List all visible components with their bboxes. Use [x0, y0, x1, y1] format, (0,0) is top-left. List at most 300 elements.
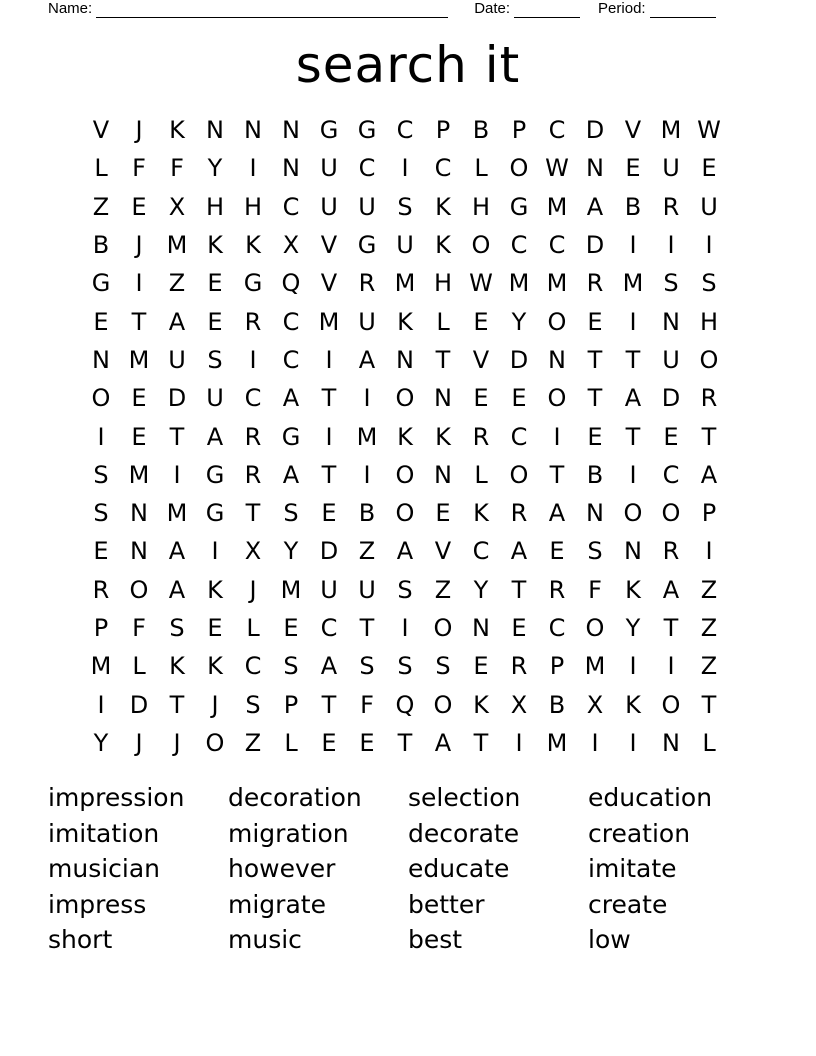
grid-letter[interactable]: R	[586, 269, 604, 298]
grid-letter[interactable]: B	[548, 690, 566, 719]
grid-letter[interactable]: J	[135, 231, 143, 260]
grid-letter[interactable]: L	[132, 652, 146, 681]
grid-letter[interactable]: K	[435, 231, 451, 260]
grid-letter[interactable]: T	[359, 614, 375, 642]
grid-letter[interactable]: K	[169, 652, 185, 681]
grid-letter[interactable]: F	[132, 614, 146, 642]
name-field[interactable]	[48, 0, 448, 18]
grid-letter[interactable]: U	[358, 307, 376, 336]
grid-letter[interactable]: T	[587, 384, 603, 413]
grid-letter[interactable]: U	[206, 384, 224, 413]
grid-letter[interactable]: M	[546, 192, 568, 221]
grid-letter[interactable]: E	[359, 728, 375, 757]
grid-letter[interactable]: L	[246, 614, 260, 642]
grid-letter[interactable]: N	[472, 614, 490, 642]
grid-letter[interactable]: O	[623, 499, 643, 528]
grid-letter[interactable]: J	[211, 690, 219, 719]
grid-letter[interactable]: I	[553, 422, 561, 451]
grid-letter[interactable]: D	[585, 116, 605, 145]
grid-letter[interactable]: Y	[473, 575, 489, 604]
period-blank-line[interactable]	[650, 3, 716, 18]
grid-letter[interactable]: K	[169, 116, 185, 145]
grid-letter[interactable]: I	[97, 422, 105, 451]
grid-letter[interactable]: I	[363, 384, 371, 413]
grid-letter[interactable]: V	[320, 269, 338, 298]
grid-letter[interactable]: K	[625, 690, 641, 719]
grid-letter[interactable]: G	[205, 460, 225, 489]
grid-letter[interactable]: U	[358, 575, 376, 604]
grid-letter[interactable]: A	[206, 422, 224, 451]
grid-letter[interactable]: A	[548, 499, 566, 528]
grid-letter[interactable]: O	[433, 614, 453, 642]
grid-letter[interactable]: Z	[700, 575, 718, 604]
grid-letter[interactable]: U	[700, 192, 718, 221]
grid-letter[interactable]: M	[356, 422, 378, 451]
grid-letter[interactable]: S	[397, 652, 413, 681]
grid-letter[interactable]: V	[320, 231, 338, 260]
grid-letter[interactable]: Z	[168, 269, 186, 298]
grid-letter[interactable]: S	[169, 614, 185, 642]
grid-letter[interactable]: U	[358, 192, 376, 221]
grid-letter[interactable]: E	[625, 154, 641, 183]
grid-letter[interactable]: R	[662, 537, 680, 566]
grid-letter[interactable]: I	[705, 537, 713, 566]
grid-letter[interactable]: W	[697, 116, 721, 145]
grid-letter[interactable]: I	[363, 460, 371, 489]
grid-letter[interactable]: O	[395, 384, 415, 413]
grid-letter[interactable]: E	[283, 614, 299, 642]
grid-letter[interactable]: S	[93, 460, 109, 489]
grid-letter[interactable]: C	[358, 154, 376, 183]
grid-letter[interactable]: S	[397, 192, 413, 221]
grid-letter[interactable]: N	[434, 460, 452, 489]
grid-letter[interactable]: N	[206, 116, 224, 145]
grid-letter[interactable]: E	[321, 728, 337, 757]
grid-letter[interactable]: H	[243, 192, 263, 221]
grid-letter[interactable]: H	[699, 307, 719, 336]
grid-letter[interactable]: T	[511, 575, 527, 604]
grid-letter[interactable]: M	[622, 269, 644, 298]
grid-letter[interactable]: O	[471, 231, 491, 260]
grid-letter[interactable]: D	[319, 537, 339, 566]
grid-letter[interactable]: C	[510, 231, 528, 260]
grid-letter[interactable]: Y	[93, 728, 109, 757]
grid-letter[interactable]: A	[168, 575, 186, 604]
grid-letter[interactable]: K	[397, 422, 413, 451]
grid-letter[interactable]: F	[360, 690, 374, 719]
grid-letter[interactable]: G	[357, 231, 377, 260]
grid-letter[interactable]: A	[700, 460, 718, 489]
grid-letter[interactable]: O	[661, 690, 681, 719]
grid-letter[interactable]: A	[320, 652, 338, 681]
grid-letter[interactable]: E	[549, 537, 565, 566]
grid-letter[interactable]: R	[510, 652, 528, 681]
grid-letter[interactable]: L	[436, 307, 450, 336]
grid-letter[interactable]: R	[472, 422, 490, 451]
grid-letter[interactable]: E	[473, 384, 489, 413]
grid-letter[interactable]: S	[207, 345, 223, 374]
grid-letter[interactable]: I	[629, 307, 637, 336]
grid-letter[interactable]: I	[629, 231, 637, 260]
grid-letter[interactable]: C	[282, 345, 300, 374]
grid-letter[interactable]: C	[396, 116, 414, 145]
date-field[interactable]	[474, 0, 580, 18]
grid-letter[interactable]: B	[586, 460, 604, 489]
word-bank-item: music	[228, 925, 302, 955]
grid-letter[interactable]: T	[663, 614, 679, 642]
grid-letter[interactable]: M	[166, 499, 188, 528]
grid-letter[interactable]: E	[587, 307, 603, 336]
grid-letter[interactable]: Z	[434, 575, 452, 604]
grid-letter[interactable]: I	[97, 690, 105, 719]
grid-letter[interactable]: Y	[207, 154, 223, 183]
grid-letter[interactable]: E	[511, 384, 527, 413]
grid-letter[interactable]: G	[357, 116, 377, 145]
grid-letter[interactable]: C	[282, 192, 300, 221]
grid-letter[interactable]: Z	[92, 192, 110, 221]
grid-letter[interactable]: B	[472, 116, 490, 145]
grid-letter[interactable]: E	[93, 537, 109, 566]
grid-letter[interactable]: G	[281, 422, 301, 451]
grid-letter[interactable]: M	[280, 575, 302, 604]
grid-letter[interactable]: G	[243, 269, 263, 298]
grid-letter[interactable]: X	[168, 192, 186, 221]
grid-letter[interactable]: M	[508, 269, 530, 298]
grid-letter[interactable]: S	[397, 575, 413, 604]
grid-letter[interactable]: A	[624, 384, 642, 413]
grid-letter[interactable]: Z	[244, 728, 262, 757]
grid-letter[interactable]: A	[396, 537, 414, 566]
grid-letter[interactable]: Q	[395, 690, 415, 719]
grid-letter[interactable]: E	[473, 652, 489, 681]
grid-letter[interactable]: R	[358, 269, 376, 298]
grid-letter[interactable]: A	[168, 307, 186, 336]
grid-letter[interactable]: I	[173, 460, 181, 489]
grid-letter[interactable]: E	[663, 422, 679, 451]
grid-letter[interactable]: S	[435, 652, 451, 681]
grid-letter[interactable]: S	[283, 652, 299, 681]
grid-letter[interactable]: T	[549, 460, 565, 489]
grid-letter[interactable]: S	[245, 690, 261, 719]
grid-letter[interactable]: K	[435, 192, 451, 221]
grid-letter[interactable]: I	[629, 652, 637, 681]
grid-letter[interactable]: L	[284, 728, 298, 757]
grid-letter[interactable]: W	[545, 154, 569, 183]
grid-letter[interactable]: N	[92, 345, 110, 374]
grid-letter[interactable]: J	[135, 116, 143, 145]
grid-letter[interactable]: L	[474, 460, 488, 489]
grid-letter[interactable]: S	[359, 652, 375, 681]
grid-letter[interactable]: M	[546, 728, 568, 757]
grid-letter[interactable]: T	[321, 460, 337, 489]
word-bank-item: imitation	[48, 818, 160, 848]
grid-letter[interactable]: W	[469, 269, 493, 298]
grid-letter[interactable]: K	[207, 231, 223, 260]
grid-letter[interactable]: N	[282, 154, 300, 183]
grid-letter[interactable]: I	[667, 231, 675, 260]
grid-letter[interactable]: I	[667, 652, 675, 681]
grid-letter[interactable]: S	[663, 269, 679, 298]
grid-letter[interactable]: B	[624, 192, 642, 221]
grid-letter[interactable]: K	[245, 231, 261, 260]
grid-letter[interactable]: A	[662, 575, 680, 604]
grid-letter[interactable]: Y	[511, 307, 527, 336]
grid-letter[interactable]: M	[660, 116, 682, 145]
grid-letter[interactable]: T	[701, 690, 717, 719]
grid-letter[interactable]: P	[435, 116, 451, 145]
grid-letter[interactable]: S	[283, 499, 299, 528]
grid-letter[interactable]: E	[131, 422, 147, 451]
grid-letter[interactable]: K	[207, 652, 223, 681]
grid-letter[interactable]: F	[588, 575, 602, 604]
grid-letter[interactable]: X	[244, 537, 262, 566]
grid-letter[interactable]: E	[321, 499, 337, 528]
grid-letter[interactable]: N	[396, 345, 414, 374]
grid-letter[interactable]: O	[547, 307, 567, 336]
grid-letter[interactable]: O	[395, 499, 415, 528]
grid-letter[interactable]: B	[92, 231, 110, 260]
grid-letter[interactable]: J	[135, 728, 143, 757]
grid-letter[interactable]: D	[661, 384, 681, 413]
grid-letter[interactable]: C	[282, 307, 300, 336]
grid-letter[interactable]: K	[625, 575, 641, 604]
grid-letter[interactable]: A	[358, 345, 376, 374]
grid-letter[interactable]: C	[472, 537, 490, 566]
grid-letter[interactable]: P	[283, 690, 299, 719]
grid-letter[interactable]: S	[587, 537, 603, 566]
grid-letter[interactable]: M	[394, 269, 416, 298]
grid-letter[interactable]: N	[434, 384, 452, 413]
grid-letter[interactable]: I	[515, 728, 523, 757]
grid-letter[interactable]: A	[586, 192, 604, 221]
grid-letter[interactable]: H	[471, 192, 491, 221]
grid-letter[interactable]: N	[662, 728, 680, 757]
grid-letter[interactable]: S	[701, 269, 717, 298]
grid-letter[interactable]: K	[473, 499, 489, 528]
grid-letter[interactable]: O	[509, 154, 529, 183]
grid-letter[interactable]: M	[166, 231, 188, 260]
grid-letter[interactable]: C	[434, 154, 452, 183]
grid-letter[interactable]: I	[325, 422, 333, 451]
grid-letter[interactable]: T	[131, 307, 147, 336]
grid-letter[interactable]: T	[701, 422, 717, 451]
grid-letter[interactable]: I	[211, 537, 219, 566]
grid-letter[interactable]: N	[244, 116, 262, 145]
grid-letter[interactable]: A	[282, 460, 300, 489]
grid-letter[interactable]: K	[435, 422, 451, 451]
grid-letter[interactable]: H	[205, 192, 225, 221]
grid-letter[interactable]: R	[548, 575, 566, 604]
grid-letter[interactable]: N	[130, 499, 148, 528]
grid-letter[interactable]: O	[91, 384, 111, 413]
grid-letter[interactable]: C	[662, 460, 680, 489]
grid-letter[interactable]: M	[318, 307, 340, 336]
grid-letter[interactable]: U	[168, 345, 186, 374]
grid-letter[interactable]: M	[128, 345, 150, 374]
grid-letter[interactable]: H	[433, 269, 453, 298]
grid-letter[interactable]: I	[135, 269, 143, 298]
grid-letter[interactable]: T	[625, 422, 641, 451]
grid-letter[interactable]: R	[244, 422, 262, 451]
grid-letter[interactable]: L	[474, 154, 488, 183]
student-info-header	[48, 0, 738, 20]
grid-letter[interactable]: O	[395, 460, 415, 489]
grid-letter[interactable]: V	[92, 116, 110, 145]
grid-letter[interactable]: E	[131, 192, 147, 221]
grid-letter[interactable]: Z	[358, 537, 376, 566]
grid-letter[interactable]: N	[548, 345, 566, 374]
grid-letter[interactable]: O	[509, 460, 529, 489]
grid-letter[interactable]: M	[128, 460, 150, 489]
grid-letter[interactable]: F	[170, 154, 184, 183]
grid-letter[interactable]: O	[661, 499, 681, 528]
grid-letter[interactable]: X	[586, 690, 604, 719]
grid-letter[interactable]: E	[435, 499, 451, 528]
grid-letter[interactable]: N	[130, 537, 148, 566]
grid-letter[interactable]: I	[591, 728, 599, 757]
grid-letter[interactable]: I	[629, 728, 637, 757]
grid-letter[interactable]: E	[587, 422, 603, 451]
grid-letter[interactable]: C	[548, 614, 566, 642]
grid-letter[interactable]: Z	[700, 614, 718, 642]
grid-letter[interactable]: C	[510, 422, 528, 451]
grid-letter[interactable]: R	[700, 384, 718, 413]
grid-letter[interactable]: J	[173, 728, 181, 757]
grid-letter[interactable]: S	[93, 499, 109, 528]
grid-letter[interactable]: K	[207, 575, 223, 604]
grid-letter[interactable]: Y	[283, 537, 299, 566]
grid-letter[interactable]: E	[473, 307, 489, 336]
grid-letter[interactable]: F	[132, 154, 146, 183]
grid-letter[interactable]: T	[321, 384, 337, 413]
grid-letter[interactable]: J	[249, 575, 257, 604]
grid-letter[interactable]: T	[587, 345, 603, 374]
period-field[interactable]	[598, 0, 716, 18]
date-blank-line[interactable]	[514, 3, 580, 18]
grid-letter[interactable]: C	[320, 614, 338, 642]
grid-letter[interactable]: E	[207, 614, 223, 642]
grid-letter[interactable]: O	[205, 728, 225, 757]
grid-letter[interactable]: E	[701, 154, 717, 183]
grid-letter[interactable]: V	[434, 537, 452, 566]
grid-letter[interactable]: U	[320, 575, 338, 604]
grid-letter[interactable]: N	[282, 116, 300, 145]
grid-letter[interactable]: K	[397, 307, 413, 336]
grid-letter[interactable]: I	[249, 154, 257, 183]
grid-letter[interactable]: I	[325, 345, 333, 374]
grid-letter[interactable]: A	[168, 537, 186, 566]
grid-letter[interactable]: M	[546, 269, 568, 298]
grid-letter[interactable]: C	[244, 384, 262, 413]
grid-letter[interactable]: X	[282, 231, 300, 260]
grid-letter[interactable]: E	[207, 307, 223, 336]
grid-letter[interactable]: T	[473, 728, 489, 757]
grid-letter[interactable]: I	[401, 154, 409, 183]
grid-letter[interactable]: Q	[281, 269, 301, 298]
name-blank-line[interactable]	[96, 3, 448, 18]
grid-letter[interactable]: N	[586, 499, 604, 528]
grid-letter[interactable]: U	[396, 231, 414, 260]
word-bank-item: musician	[48, 854, 161, 884]
grid-letter[interactable]: N	[662, 307, 680, 336]
grid-letter[interactable]: P	[93, 614, 109, 642]
grid-letter[interactable]: U	[320, 192, 338, 221]
grid-letter[interactable]: T	[625, 345, 641, 374]
grid-letter[interactable]: T	[435, 345, 451, 374]
grid-letter[interactable]: E	[93, 307, 109, 336]
grid-letter[interactable]: K	[473, 690, 489, 719]
grid-letter[interactable]: C	[548, 231, 566, 260]
grid-letter[interactable]: Y	[625, 614, 641, 642]
grid-letter[interactable]: R	[662, 192, 680, 221]
grid-letter[interactable]: A	[282, 384, 300, 413]
grid-letter[interactable]: T	[397, 728, 413, 757]
grid-letter[interactable]: C	[548, 116, 566, 145]
grid-letter[interactable]: T	[169, 422, 185, 451]
grid-letter[interactable]: G	[205, 499, 225, 528]
grid-letter[interactable]: D	[129, 690, 149, 719]
grid-letter[interactable]: E	[511, 614, 527, 642]
grid-letter[interactable]: L	[702, 728, 716, 757]
grid-letter[interactable]: P	[701, 499, 717, 528]
grid-letter[interactable]: N	[586, 154, 604, 183]
grid-letter[interactable]: D	[167, 384, 187, 413]
letter-grid[interactable]	[82, 111, 728, 762]
grid-letter[interactable]: Z	[700, 652, 718, 681]
grid-letter[interactable]: O	[699, 345, 719, 374]
grid-letter[interactable]: B	[358, 499, 376, 528]
grid-letter[interactable]: A	[434, 728, 452, 757]
grid-letter[interactable]: O	[129, 575, 149, 604]
grid-letter[interactable]: N	[624, 537, 642, 566]
grid-letter[interactable]: O	[433, 690, 453, 719]
grid-letter[interactable]: R	[244, 460, 262, 489]
grid-letter[interactable]: T	[169, 690, 185, 719]
grid-letter[interactable]: X	[510, 690, 528, 719]
grid-letter[interactable]: U	[320, 154, 338, 183]
grid-letter[interactable]: E	[131, 384, 147, 413]
grid-letter[interactable]: U	[662, 154, 680, 183]
grid-letter[interactable]: V	[472, 345, 490, 374]
grid-letter[interactable]: G	[509, 192, 529, 221]
grid-letter[interactable]: M	[90, 652, 112, 681]
grid-letter[interactable]: L	[94, 154, 108, 183]
grid-letter[interactable]: V	[624, 116, 642, 145]
grid-letter[interactable]: R	[510, 499, 528, 528]
grid-letter[interactable]: M	[584, 652, 606, 681]
grid-letter[interactable]: I	[705, 231, 713, 260]
grid-letter[interactable]: P	[511, 116, 527, 145]
grid-letter[interactable]: O	[585, 614, 605, 642]
grid-letter[interactable]: R	[244, 307, 262, 336]
grid-letter[interactable]: O	[547, 384, 567, 413]
grid-letter[interactable]: T	[321, 690, 337, 719]
grid-letter[interactable]: G	[91, 269, 111, 298]
grid-letter[interactable]: D	[509, 345, 529, 374]
grid-letter[interactable]: G	[319, 116, 339, 145]
grid-letter[interactable]: I	[249, 345, 257, 374]
grid-letter[interactable]: C	[244, 652, 262, 681]
grid-letter[interactable]: I	[401, 614, 409, 642]
grid-letter[interactable]: R	[92, 575, 110, 604]
grid-letter[interactable]: I	[629, 460, 637, 489]
grid-letter[interactable]: P	[549, 652, 565, 681]
grid-letter[interactable]: D	[585, 231, 605, 260]
grid-letter[interactable]: U	[662, 345, 680, 374]
grid-letter[interactable]: E	[207, 269, 223, 298]
grid-letter[interactable]: A	[510, 537, 528, 566]
grid-letter[interactable]: T	[245, 499, 261, 528]
